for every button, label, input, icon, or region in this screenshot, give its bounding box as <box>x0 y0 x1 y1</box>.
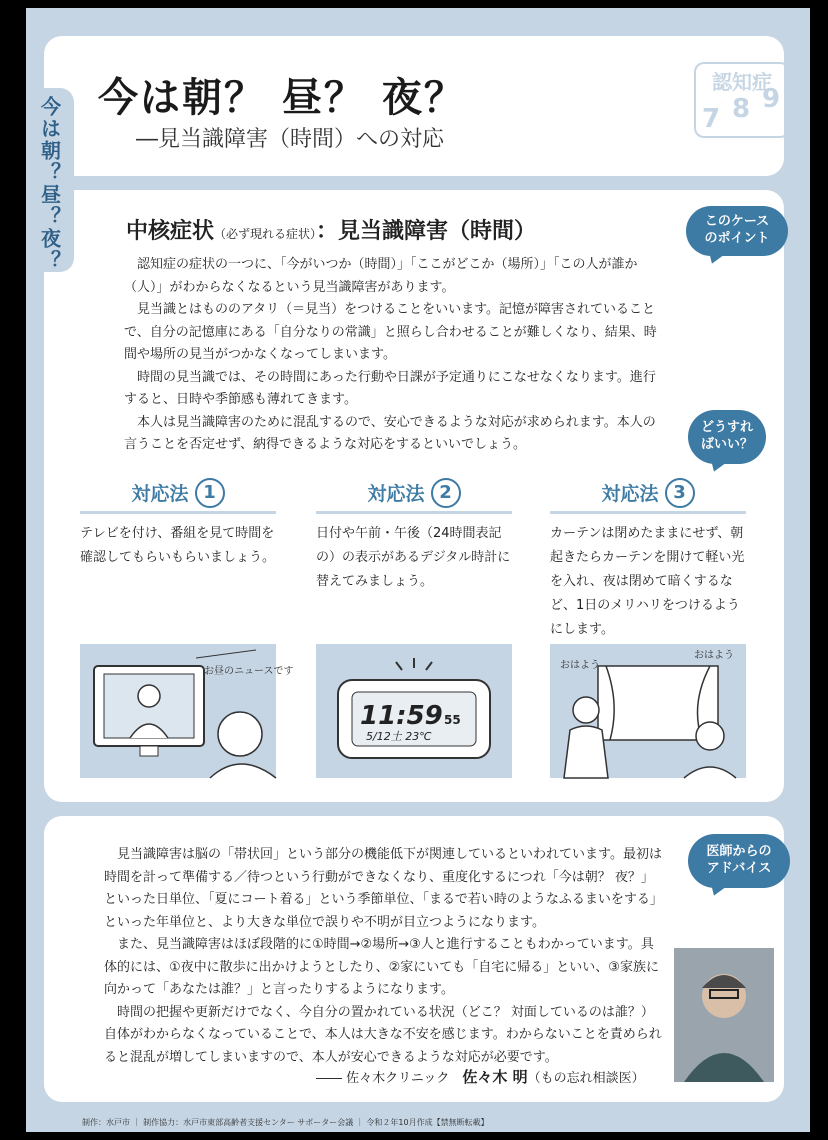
method-3-label: 対応法 <box>601 483 659 505</box>
curtain-illustration <box>550 644 746 778</box>
method-3-header <box>550 474 746 514</box>
side-tab <box>26 88 74 272</box>
logo-num-7: 7 <box>702 104 721 134</box>
method-2 <box>316 474 512 594</box>
advice-bubble <box>688 834 790 888</box>
advice-paragraph: 時間の把握や更新だけでなく、今自分の置かれている状況（どこ？ 対面しているのは誰？）自体がわからなくなっていることで、本人は大きな不安を感じます。わからないことを責められると混乱が増してしまいますので、本人が安心できるような対応が必要です。 <box>104 1004 662 1065</box>
tv-illustration <box>80 644 294 778</box>
tv-speech-text: お昼のニュースです <box>204 666 294 677</box>
clock-time: 11:59 <box>360 701 443 731</box>
advice-body <box>104 844 664 1069</box>
sig-role: （もの忘れ相談医） <box>527 1071 645 1086</box>
core-paragraph: 見当識とはもののアタリ（＝見当）をつけることをいいます。記憶が障害されていることで、自分の記憶庫にある「自分なりの常識」と照らし合わせることが難しくなり、結果、時間や場所の見当がつかなくなってしまいます。 <box>124 302 657 362</box>
core-paragraph: 認知症の症状の一つに、「今がいつか（時間）」「ここがどこか（場所）」「この人が誰か（人）」がわからなくなるという見当識障害があります。 <box>124 257 638 295</box>
method-1-label: 対応法 <box>131 483 189 505</box>
method-2-header <box>316 474 512 514</box>
howto-bubble-text: どうすればいい？ <box>700 420 753 452</box>
clock-seconds: 55 <box>444 713 461 727</box>
sig-clinic: ―― 佐々木クリニック <box>316 1071 450 1086</box>
clock-drawing <box>316 644 512 778</box>
curtain-drawing <box>550 644 746 778</box>
tv-drawing <box>80 644 294 778</box>
page <box>26 8 810 1132</box>
core-heading-main: 中核症状 <box>126 219 215 244</box>
page-subtitle: ―見当識障害（時間）への対応 <box>136 127 445 152</box>
footer-credits: 制作：水戸市 ｜ 制作協力：水戸市東部高齢者支援センター サポーター会議 ｜ 令和２年10月作成【禁無断転載】 <box>82 1118 489 1127</box>
doctor-photo <box>674 948 774 1082</box>
signature <box>316 1066 645 1087</box>
clock-illustration <box>316 644 512 778</box>
page-title: 今は朝？ 昼？ 夜？ <box>98 75 466 121</box>
logo-num-9: 9 <box>762 84 781 114</box>
side-tab-label: 今は朝？昼？夜？ <box>37 96 62 272</box>
method-3-text: カーテンは閉めたままにせず、朝起きたらカーテンを開けて軽い光を入れ、夜は閉めて暗くするなど、1日のメリハリをつけるようにします。 <box>550 526 745 637</box>
method-2-text: 日付や午前・午後（24時間表記の）の表示があるデジタル時計に替えてみましょう。 <box>316 526 511 589</box>
method-1-text: テレビを付け、番組を見て時間を確認してもらいもらいましょう。 <box>80 526 276 565</box>
method-1-header <box>80 474 276 514</box>
advice-paragraph: また、見当識障害はほぼ段階的に①時間→②場所→③人と進行することもわかっています。具体的には、①夜中に散歩に出かけようとしたり、②家にいても「自宅に帰る」といい、③家族に向かって「あなたは誰？」と言ったりするようになります。 <box>104 937 659 997</box>
clock-date: 5/12土 23℃ <box>366 730 432 743</box>
core-heading-rest: ：見当識障害（時間） <box>316 219 537 244</box>
greet-right: おはよう <box>694 650 734 661</box>
core-paragraph: 時間の見当識では、その時間にあった行動や日課が予定通りにこなせなくなります。進行すると、日時や季節感も薄れてきます。 <box>124 369 656 407</box>
point-bubble-text: このケースのポイント <box>704 214 770 246</box>
howto-bubble <box>688 410 766 464</box>
point-bubble <box>686 206 788 256</box>
method-2-label: 対応法 <box>367 483 425 505</box>
series-logo <box>694 62 790 138</box>
method-1-number: 1 <box>195 478 225 508</box>
method-3-number: 3 <box>665 478 695 508</box>
advice-paragraph: 見当識障害は脳の「帯状回」という部分の機能低下が関連しているといわれています。最初は時間を計って準備する／待つという行動ができなくなり、重度化するにつれ「今は朝？ 夜？」といった日単位、「夏にコート着る」という季節単位、「まるで若い時のようなふるまいをする」といった年単位と、より大きな単位で誤りや不明が目立つようになります。 <box>104 847 663 930</box>
sig-name: 佐々木 明 <box>462 1068 528 1086</box>
greet-left: おはよう <box>560 660 600 671</box>
logo-text: 認知症 <box>712 70 772 94</box>
method-1 <box>80 474 276 570</box>
advice-bubble-text: 医師からのアドバイス <box>706 844 772 876</box>
method-3 <box>550 474 746 642</box>
core-heading-note: （必ず現れる症状） <box>214 227 317 241</box>
core-paragraph: 本人は見当識障害のために混乱するので、安心できるような対応が求められます。本人の言うことを否定せず、納得できるような対応をするといいでしょう。 <box>124 414 656 452</box>
logo-num-8: 8 <box>732 94 751 124</box>
core-heading <box>126 214 536 245</box>
core-body <box>124 254 664 457</box>
method-2-number: 2 <box>431 478 461 508</box>
